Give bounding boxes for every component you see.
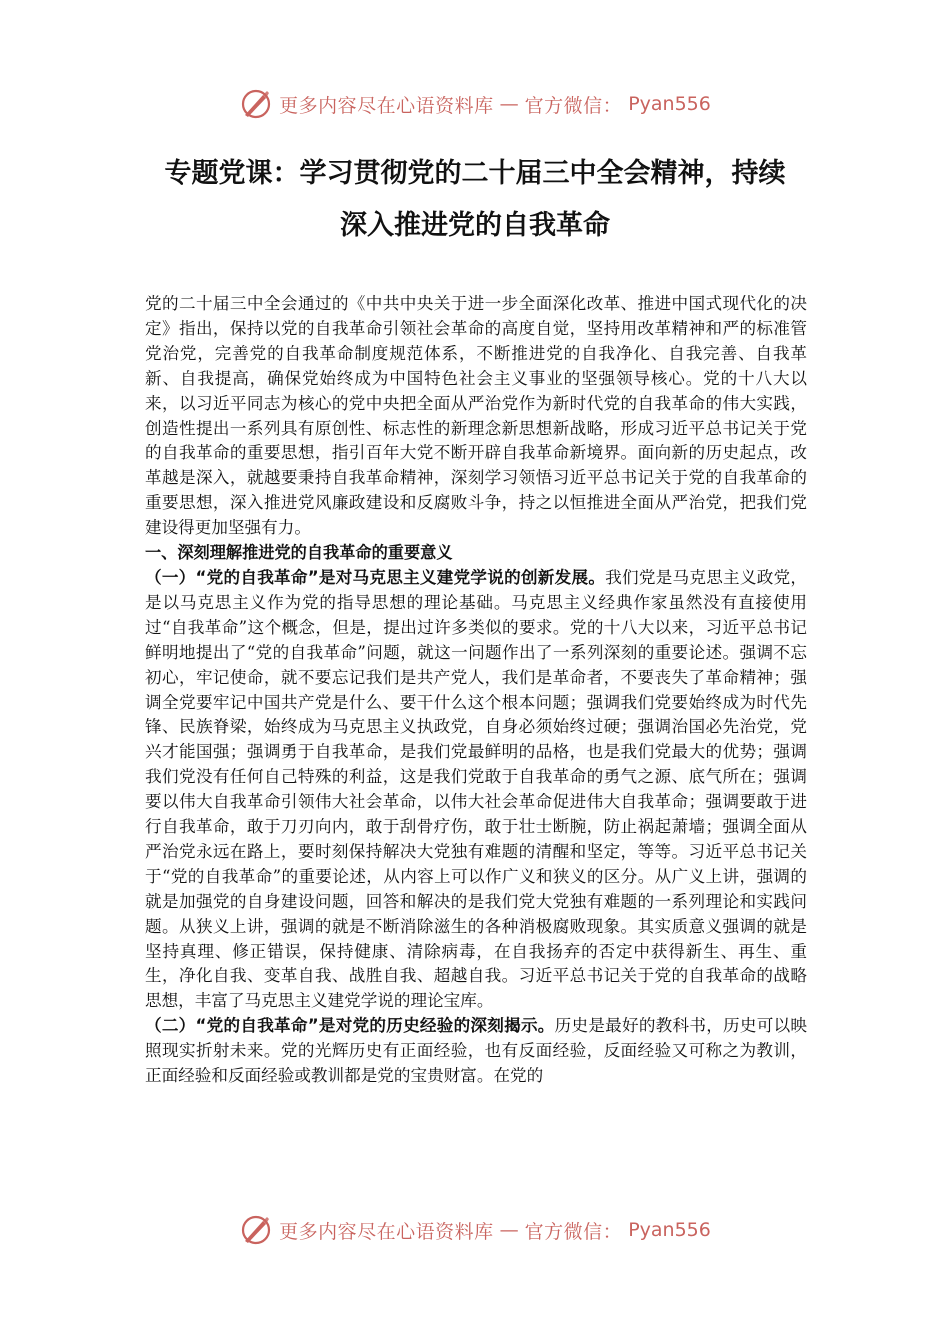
intro-paragraph: 党的二十届三中全会通过的《中共中央关于进一步全面深化改革、推进中国式现代化的决定》指出，保持以党的自我革命引领社会革命的高度自觉，坚持用改革精神和严的标准管党治党，完善党的自我革命制度规范体系，不断推进党的自我净化、自我完善、自我革新、自我提高，确保党始终成为中国特色社会主义事业的坚强领导核心。党的十八大以来，以习近平同志为核心的党中央把全面从严治党作为新时代党的自我革命的伟大实践，创造性提出一系列具有原创性、标志性的新理念新思想新战略，形成习近平总书记关于党的自我革命的重要思想，指引百年大党不断开辟自我革命新境界。面向新的历史起点，改革越是深入，就越要秉持自我革命精神，深刻学习领悟习近平总书记关于党的自我革命的重要思想，深入推进党风廉政建设和反腐败斗争，持之以恒推进全面从严治党，把我们党建设得更加坚强有力。: [145, 294, 807, 538]
subsection-1-paragraph: [145, 566, 807, 1014]
document-title: [100, 148, 850, 252]
subsection-1-lead: （一）“党的自我革命”是对马克思主义建党学说的创新发展。: [145, 567, 606, 587]
subsection-1-body: 我们党是马克思主义政党，是以马克思主义作为党的指导思想的理论基础。马克思主义经典作家虽然没有直接使用过“自我革命”这个概念，但是，提出过许多类似的要求。党的十八大以来，习近平总书记鲜明地提出了“党的自我革命”问题，就这一问题作出了一系列深刻的重要论述。强调不忘初心，牢记使命，就不要忘记我们是共产党人，我们是革命者，不要丧失了革命精神；强调全党要牢记中国共产党是什么、要干什么这个根本问题；强调我们党要始终成为时代先锋、民族脊梁，始终成为马克思主义执政党，自身必须始终过硬；强调治国必先治党，党兴才能国强；强调勇于自我革命，是我们党最鲜明的品格，也是我们党最大的优势；强调我们党没有任何自己特殊的利益，这是我们党敢于自我革命的勇气之源、底气所在；强调要以伟大自我革命引领伟大社会革命，以伟大社会革命促进伟大自我革命；强调要敢于进行自我革命，敢于刀刃向内，敢于刮骨疗伤，敢于壮士断腕，防止祸起萧墙；强调全面从严治党永远在路上，要时刻保持解决大党独有难题的清醒和坚定，等等。习近平总书记关于“党的自我革命”的重要论述，从内容上可以作广义和狭义的区分。从广义上讲，强调的就是加强党的自身建设问题，回答和解决的是我们党大党独有难题的一系列理论和实践问题。从狭义上讲，强调的就是不断消除滋生的各种消极腐败现象。其实质意义强调的就是坚持真理、修正错误，保持健康、清除病毒，在自我扬弃的否定中获得新生、再生、重生，净化自我、变革自我、战胜自我、超越自我。习近平总书记关于党的自我革命的战略思想，丰富了马克思主义建党学说的理论宝库。: [145, 567, 808, 1011]
banner-separator: —: [499, 93, 519, 115]
banner-text: 更多内容尽在心语资料库: [279, 1220, 494, 1243]
banner-wechat-label: 官方微信：: [524, 1220, 623, 1243]
banner-wechat-label: 官方微信：: [524, 94, 623, 117]
banner-text: 更多内容尽在心语资料库: [279, 94, 494, 117]
subsection-2-paragraph: [145, 1014, 807, 1089]
subsection-2-body: 历史是最好的教科书，历史可以映照现实折射未来。党的光辉历史有正面经验，也有反面经验，反面经验又可称之为教训，正面经验和反面经验或教训都是党的宝贵财富。在党的: [145, 1016, 808, 1086]
document-body: [145, 292, 807, 1089]
header-banner: [0, 84, 950, 124]
subsection-2-lead: （二）“党的自我革命”是对党的历史经验的深刻揭示。: [145, 1016, 555, 1036]
pen-logo-icon: [239, 87, 273, 121]
pen-logo-icon: [239, 1213, 273, 1247]
title-line-1: 专题党课：学习贯彻党的二十届三中全会精神，持续: [164, 158, 786, 189]
banner-separator: —: [499, 1219, 519, 1241]
title-line-2: 深入推进党的自我革命: [340, 210, 610, 241]
footer-banner: [0, 1210, 950, 1250]
banner-account: Pyan556: [628, 93, 711, 115]
section-1-heading: 一、深刻理解推进党的自我革命的重要意义: [145, 543, 453, 563]
banner-account: Pyan556: [628, 1219, 711, 1241]
